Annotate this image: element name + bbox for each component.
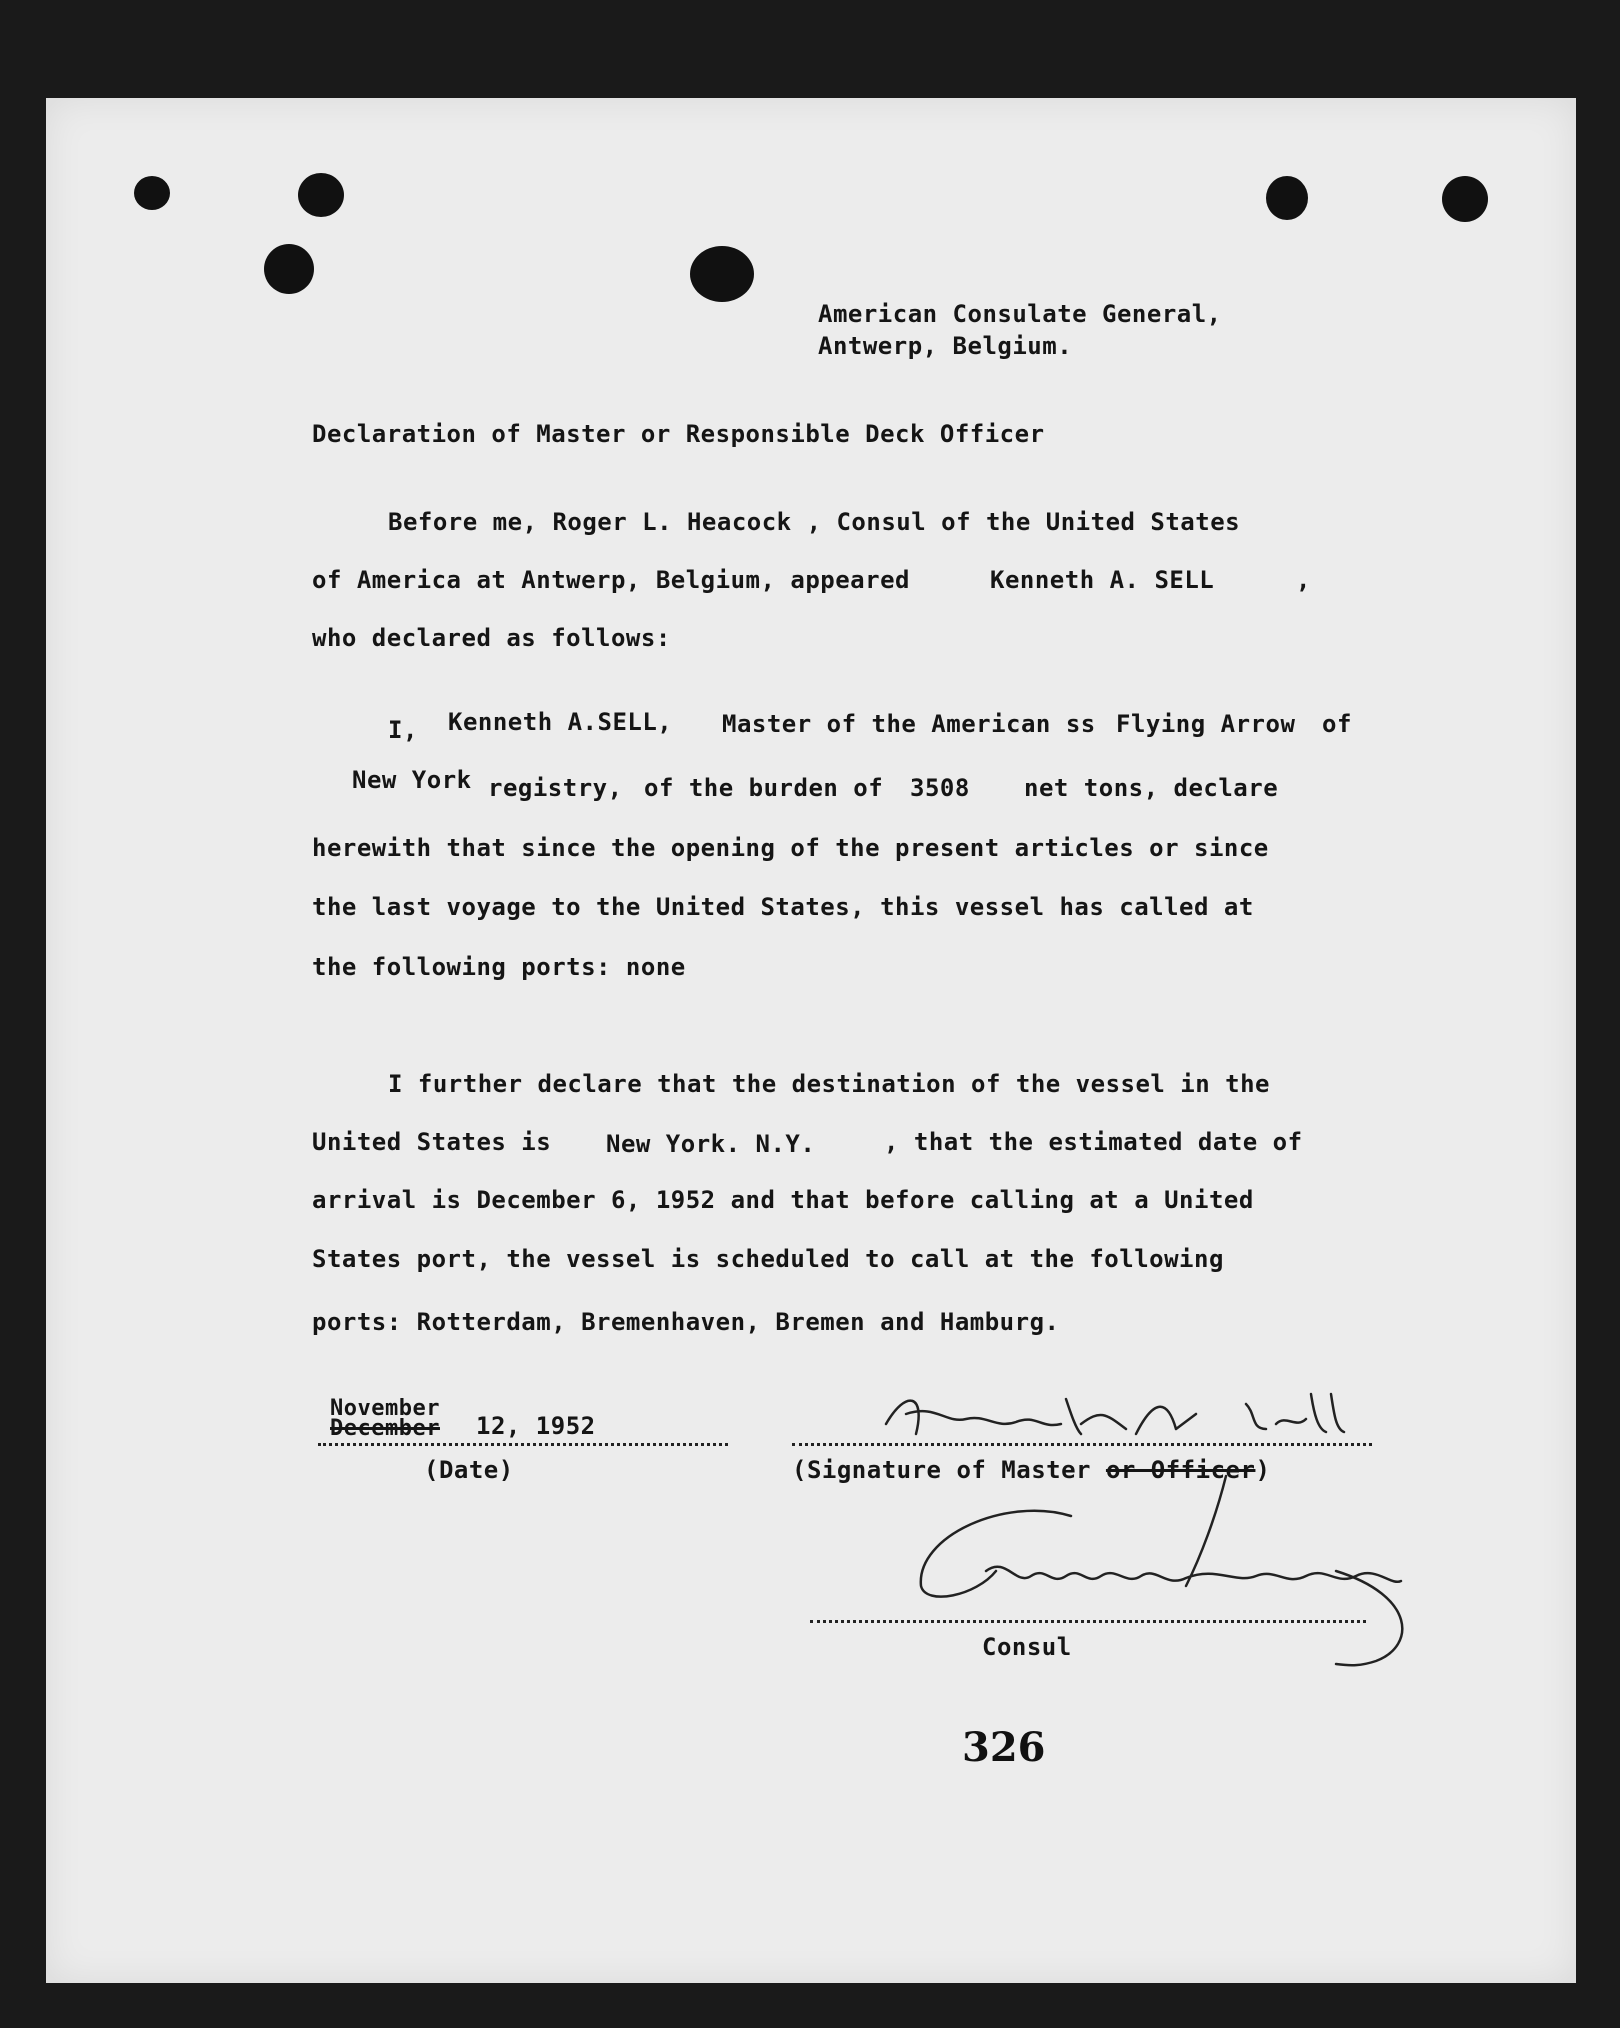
para1-line2a: of America at Antwerp, Belgium, appeared <box>312 566 910 594</box>
punch-hole <box>1266 176 1308 220</box>
registry-port: New York <box>352 766 472 794</box>
appearing-master-name: Kenneth A. SELL <box>990 566 1215 594</box>
para2-line5: the following ports: none <box>312 953 686 981</box>
registry-label <box>488 766 623 802</box>
para1-line2c: , <box>1296 566 1311 594</box>
vessel-name: Flying Arrow <box>1116 710 1296 738</box>
para2-of: of <box>1322 710 1352 738</box>
para3-line5: ports: Rotterdam, Bremenhaven, Bremen and Hamburg. <box>312 1308 1060 1336</box>
punch-hole <box>134 176 170 210</box>
punch-hole <box>298 173 344 217</box>
net-tons-value: 3508 <box>910 774 970 802</box>
consulate-city: Antwerp, Belgium. <box>818 332 1073 360</box>
para2-i: I, <box>388 716 418 744</box>
punch-hole <box>1442 176 1488 222</box>
page-number: 326 <box>962 1724 1046 1771</box>
para2-line4: the last voyage to the United States, this vessel has called at <box>312 893 1254 921</box>
date-label: (Date) <box>424 1456 514 1484</box>
para1-line1: Before me, Roger L. Heacock , Consul of the United States <box>388 508 1241 536</box>
master-name: Kenneth A.SELL, <box>448 708 673 736</box>
date-month-typed: November <box>330 1396 440 1421</box>
consul-signature-image <box>856 1476 1416 1686</box>
master-signature-label-struck: or Officer <box>1105 1456 1256 1484</box>
para3-line4: States port, the vessel is scheduled to call at the following <box>312 1245 1224 1273</box>
punch-hole <box>690 246 754 302</box>
para3-line3: arrival is December 6, 1952 and that before calling at a United <box>312 1186 1254 1214</box>
punch-hole <box>264 244 314 294</box>
date-month-struck: December <box>330 1416 440 1441</box>
paper-sheet <box>46 98 1576 1983</box>
para3-line2a: United States is <box>312 1128 552 1156</box>
burden-text: of the burden of <box>644 774 884 802</box>
para3-line1: I further declare that the destination of the vessel in the <box>388 1070 1271 1098</box>
para3-line2b: , that the estimated date of <box>884 1128 1303 1156</box>
destination-port: New York. N.Y. <box>606 1130 816 1158</box>
registry-word: registry, <box>488 774 623 802</box>
document-title: Declaration of Master or Responsible Deck Officer <box>312 420 1045 448</box>
date-day-year: 12, 1952 <box>476 1412 596 1440</box>
para2-line3: herewith that since the opening of the present articles or since <box>312 834 1269 862</box>
master-of: Master of the American ss <box>722 710 1096 738</box>
master-signature-label-b: ) <box>1255 1456 1271 1484</box>
master-signature-label-a: (Signature of Master <box>792 1456 1091 1484</box>
master-signature-line <box>792 1443 1372 1446</box>
net-tons-text: net tons, declare <box>1024 774 1279 802</box>
date-line <box>318 1443 728 1446</box>
consul-signature-line <box>810 1620 1366 1623</box>
para1-line3: who declared as follows: <box>312 624 671 652</box>
consul-label: Consul <box>982 1633 1072 1661</box>
consulate-name: American Consulate General, <box>818 300 1222 328</box>
